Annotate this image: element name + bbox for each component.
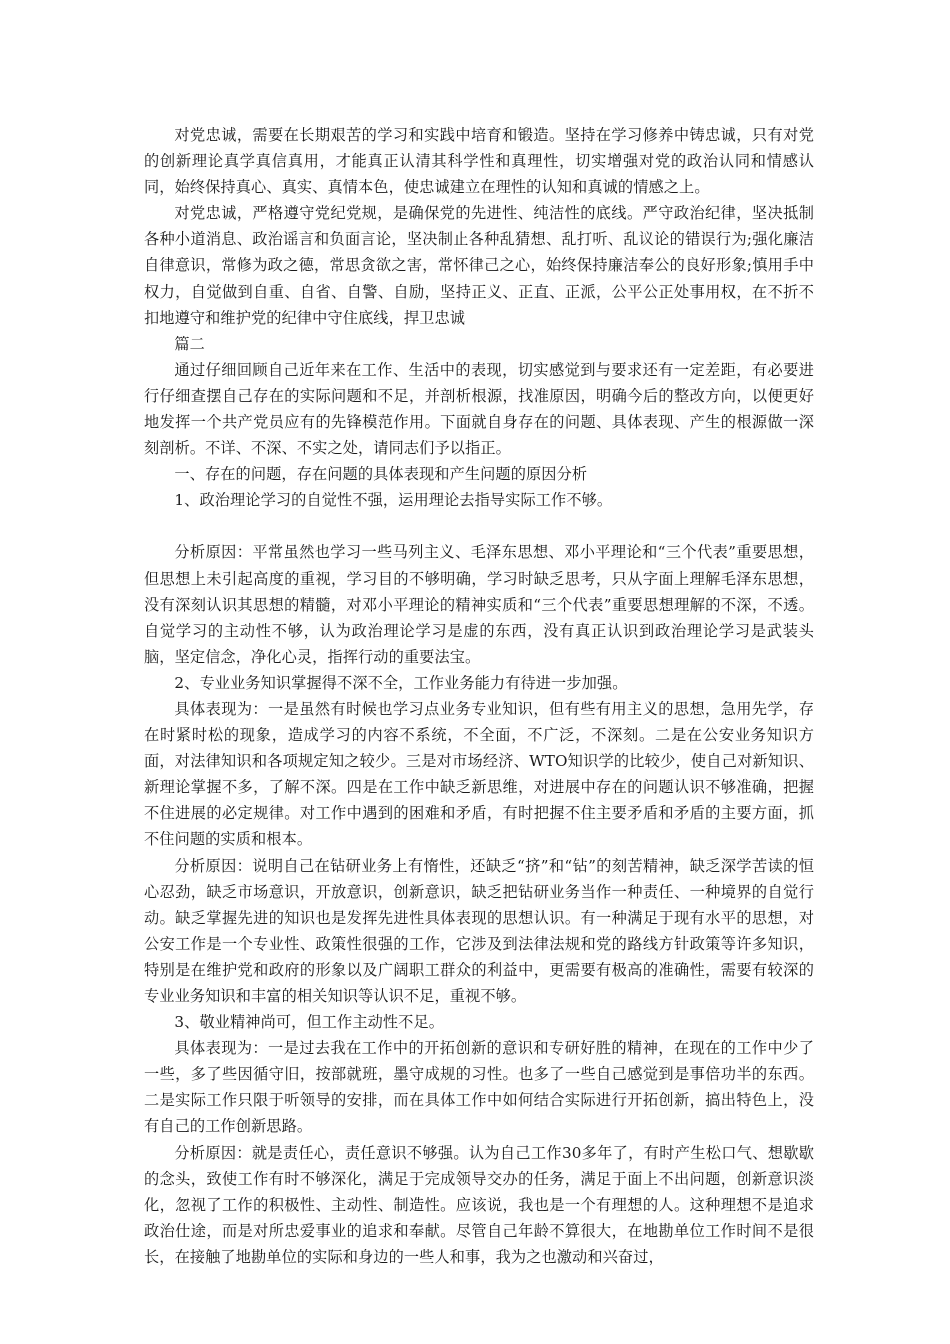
item-heading-2: 2、专业业务知识掌握得不深不全，工作业务能力有待进一步加强。 xyxy=(174,673,628,692)
blank-line xyxy=(144,513,814,539)
paragraph-loyalty-learning: 对党忠诚，需要在长期艰苦的学习和实践中培育和锻造。坚持在学习修养中铸忠诚，只有对党的创新理论真学真信真用，才能真正认清其科学性和真理性，切实增强对党的政治认同和情感认同，始终保持真心、真实、真情本色，使忠诚建立在理性的认知和真诚的情感之上。 xyxy=(144,126,814,197)
paragraph-manifestation-2: 具体表现为：一是虽然有时候也学习点业务专业知识，但有些有用主义的思想，急用先学，存在时紧时松的现象，造成学习的内容不系统，不全面，不广泛，不深刻。二是在公安业务知识方面，对法律知识和各项规定知之较少。三是对市场经济、WTO知识学的比较少，使自己对新知识、新理论掌握不多，了解不深。四是在工作中缺乏新思维，对进展中存在的问题认识不够准确，把握不住进展的必定规律。对工作中遇到的困难和矛盾，有时把握不住主要矛盾和矛盾的主要方面，抓不住问题的实质和根本。 xyxy=(144,699,814,849)
paragraph-analysis-1: 分析原因：平常虽然也学习一些马列主义、毛泽东思想、邓小平理论和“三个代表”重要思想，但思想上未引起高度的重视，学习目的不够明确，学习时缺乏思考，只从字面上理解毛泽东思想，没有深刻认识其思想的精髓，对邓小平理论的精神实质和“三个代表”重要思想理解的不深，不透。自觉学习的主动性不够，认为政治理论学习是虚的东西，没有真正认识到政治理论学习是武装头脑，坚定信念，净化心灵，指挥行动的重要法宝。 xyxy=(144,543,814,666)
paragraph-manifestation-3: 具体表现为：一是过去我在工作中的开拓创新的意识和专研好胜的精神，在现在的工作中少了一些，多了些因循守旧，按部就班，墨守成规的习性。也多了一些自己感觉到是事倍功半的东西。二是实际工作只限于听领导的安排，而在具体工作中如何结合实际进行开拓创新，搞出特色上，没有自己的工作创新思路。 xyxy=(144,1039,814,1136)
paragraph-introduction: 通过仔细回顾自己近年来在工作、生活中的表现，切实感觉到与要求还有一定差距，有必要进行仔细查摆自己存在的实际问题和不足，并剖析根源，找准原因，明确今后的整改方向，以便更好地发挥一个共产党员应有的先锋模范作用。下面就自身存在的问题、具体表现、产生的根源做一深刻剖析。不详、不深、不实之处，请同志们予以指正。 xyxy=(144,360,814,458)
document-page xyxy=(144,122,814,1270)
heading-problems-analysis: 一、存在的问题，存在问题的具体表现和产生问题的原因分析 xyxy=(174,465,588,484)
item-heading-1: 1、政治理论学习的自觉性不强，运用理论去指导实际工作不够。 xyxy=(174,491,613,510)
section-heading-part-two: 篇二 xyxy=(174,334,205,353)
paragraph-analysis-3: 分析原因：就是责任心，责任意识不够强。认为自己工作30多年了，有时产生松口气、想歇歇的念头，致使工作有时不够深化，满足于完成领导交办的任务，满足于面上不出问题，创新意识淡化，忽视了工作的积极性、主动性、制造性。应该说，我也是一个有理想的人。这种理想不是追求政治仕途，而是对所忠爱事业的追求和奉献。尽管自己年龄不算很大，在地勘单位工作时间不是很长，在接触了地勘单位的实际和身边的一些人和事，我为之也激动和兴奋过， xyxy=(144,1143,814,1266)
paragraph-analysis-2: 分析原因：说明自己在钻研业务上有惰性，还缺乏“挤”和“钻”的刻苦精神，缺乏深学苦读的恒心忍劲，缺乏市场意识，开放意识，创新意识，缺乏把钻研业务当作一种责任、一种境界的自觉行动。缺乏掌握先进的知识也是发挥先进性具体表现的思想认识。有一种满足于现有水平的思想，对公安工作是一个专业性、政策性很强的工作，它涉及到法律法规和党的路线方针政策等许多知识，特别是在维护党和政府的形象以及广阔职工群众的利益中，更需要有极高的准确性，需要有较深的专业业务知识和丰富的相关知识等认识不足，重视不够。 xyxy=(144,856,814,1005)
paragraph-loyalty-discipline: 对党忠诚，严格遵守党纪党规，是确保党的先进性、纯洁性的底线。严守政治纪律，坚决抵制各种小道消息、政治谣言和负面言论，坚决制止各种乱猜想、乱打听、乱议论的错误行为;强化廉洁自律意识，常修为政之德，常思贪欲之害，常怀律己之心，始终保持廉洁奉公的良好形象;慎用手中权力，自觉做到自重、自省、自警、自励，坚持正义、正直、正派，公平公正处事用权，在不折不扣地遵守和维护党的纪律中守住底线，捍卫忠诚 xyxy=(144,204,814,327)
item-heading-3: 3、敬业精神尚可，但工作主动性不足。 xyxy=(174,1013,445,1032)
